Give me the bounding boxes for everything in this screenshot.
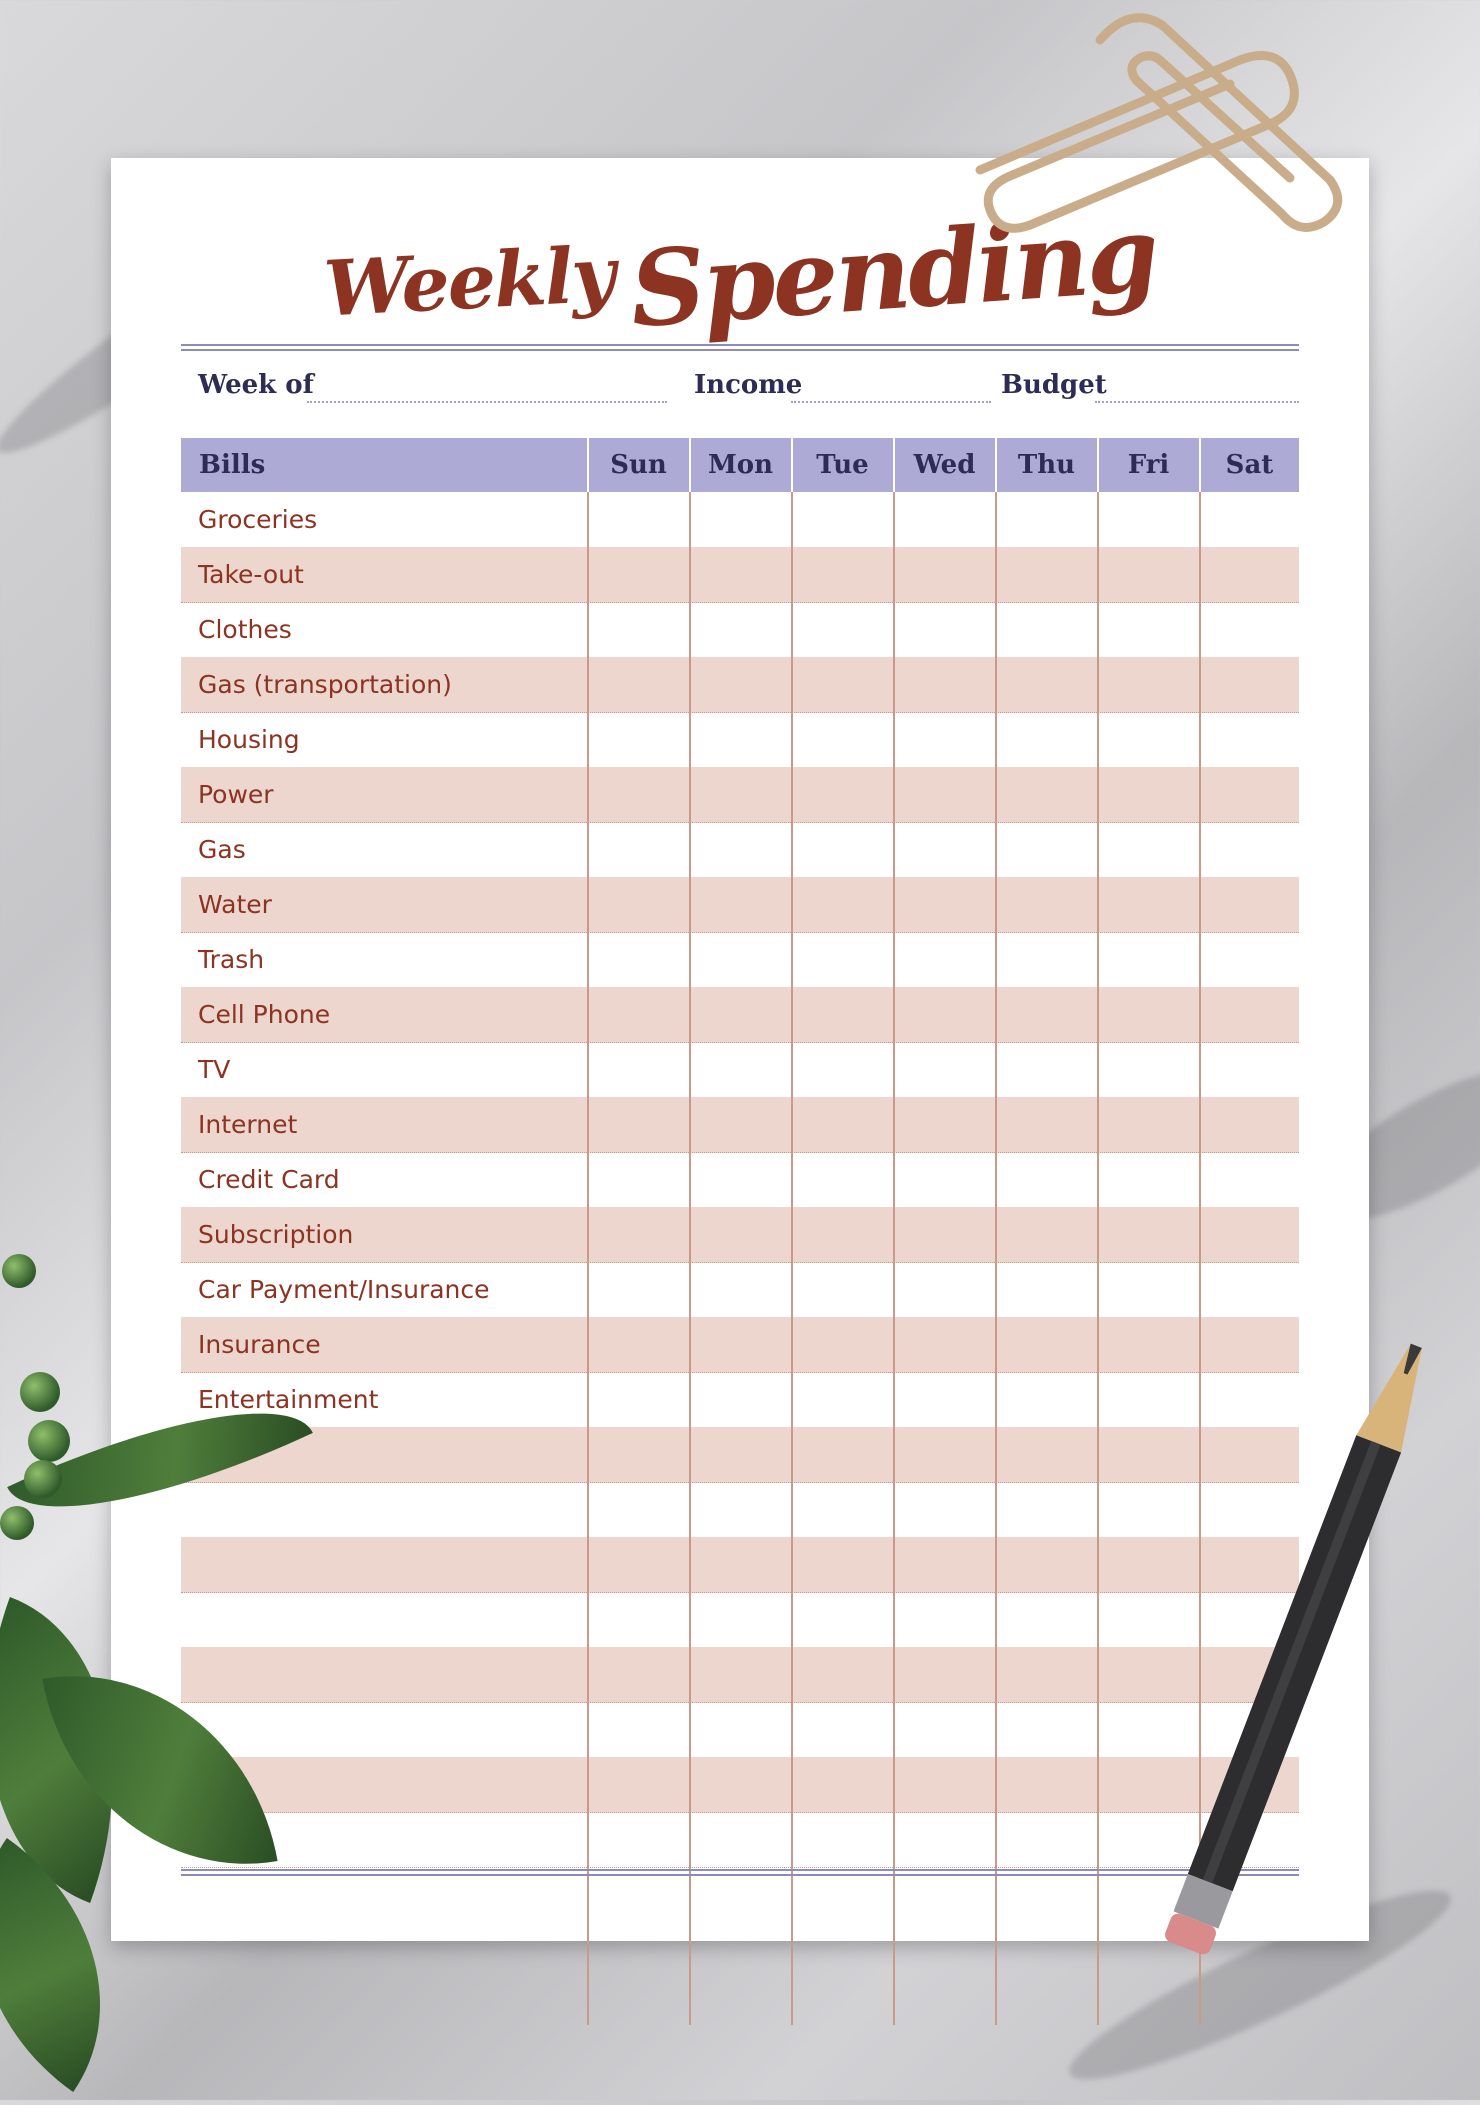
table-header <box>181 438 1299 492</box>
row-label: Cell Phone <box>198 1000 331 1029</box>
income-label: Income <box>694 370 803 400</box>
table-row[interactable] <box>181 932 1299 988</box>
row-label: Gas <box>198 835 246 864</box>
table-row[interactable] <box>181 767 1299 823</box>
column-divider <box>791 438 793 492</box>
income-field[interactable] <box>791 401 991 403</box>
row-label: Entertainment <box>198 1385 379 1414</box>
column-divider <box>995 438 997 492</box>
top-rule <box>181 344 1299 346</box>
header-day: Sun <box>610 450 667 480</box>
table-row[interactable] <box>181 492 1299 548</box>
plant-berry <box>0 1506 34 1540</box>
row-label: TV <box>198 1055 231 1084</box>
budget-field[interactable] <box>1095 401 1299 403</box>
column-divider <box>1097 438 1099 492</box>
pencil-icon <box>1120 1310 1480 2010</box>
row-label: Gas (transportation) <box>198 670 452 699</box>
title-spending: Spending <box>626 191 1161 352</box>
plant-berry <box>28 1420 70 1462</box>
table-row[interactable] <box>181 1042 1299 1098</box>
table-row[interactable] <box>181 987 1299 1043</box>
row-label: Groceries <box>198 505 318 534</box>
row-label: Take-out <box>198 560 304 589</box>
column-divider <box>1097 492 1099 2025</box>
column-divider <box>689 492 691 2025</box>
column-divider <box>689 438 691 492</box>
column-divider <box>587 438 589 492</box>
week-of-field[interactable] <box>307 401 667 403</box>
header-bills: Bills <box>199 450 266 480</box>
table-row[interactable] <box>181 877 1299 933</box>
plant-berry <box>20 1372 60 1412</box>
column-divider <box>893 492 895 2025</box>
week-of-label: Week of <box>198 370 314 400</box>
table-row[interactable] <box>181 1207 1299 1263</box>
column-divider <box>791 492 793 2025</box>
paper-clip-icon <box>940 0 1360 250</box>
plant-berry <box>24 1460 62 1498</box>
row-label: Credit Card <box>198 1165 340 1194</box>
table-row[interactable] <box>181 657 1299 713</box>
row-label: Trash <box>198 945 265 974</box>
row-label: Housing <box>198 725 300 754</box>
row-label: Water <box>198 890 272 919</box>
title-weekly: Weekly <box>321 229 616 334</box>
row-label: Car Payment/Insurance <box>198 1275 490 1304</box>
column-divider <box>1199 438 1201 492</box>
header-day: Sat <box>1225 450 1274 480</box>
column-divider <box>995 492 997 2025</box>
column-divider <box>893 438 895 492</box>
table-row[interactable] <box>181 1152 1299 1208</box>
table-row[interactable] <box>181 547 1299 603</box>
top-rule <box>181 349 1299 351</box>
row-label: Power <box>198 780 274 809</box>
header-day: Tue <box>816 450 869 480</box>
header-day: Fri <box>1127 450 1170 480</box>
header-day: Thu <box>1017 450 1076 480</box>
row-label: Insurance <box>198 1330 321 1359</box>
row-label: Subscription <box>198 1220 354 1249</box>
header-day: Mon <box>707 450 774 480</box>
budget-label: Budget <box>1001 370 1107 400</box>
plant-berry <box>2 1254 36 1288</box>
table-row[interactable] <box>181 822 1299 878</box>
column-divider <box>587 492 589 2025</box>
table-row[interactable] <box>181 1097 1299 1153</box>
row-label: Clothes <box>198 615 292 644</box>
header-day: Wed <box>913 450 976 480</box>
row-label: Internet <box>198 1110 298 1139</box>
table-row[interactable] <box>181 602 1299 658</box>
table-row[interactable] <box>181 712 1299 768</box>
